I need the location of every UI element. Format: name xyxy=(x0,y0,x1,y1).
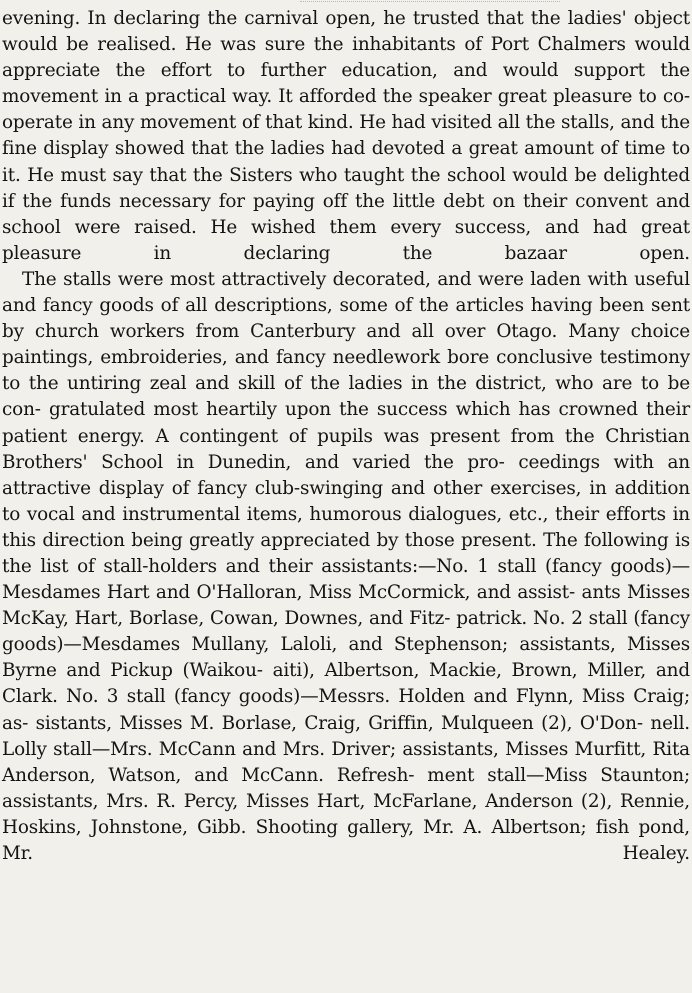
text-line: Hart, McFarlane, Anderson (2), Rennie, Hoskins, Johnstone, xyxy=(2,790,690,838)
text-line: gratulated most heartily upon the success which has crowned xyxy=(48,399,638,421)
text-line: ants Misses McKay, Hart, Borlase, Cowan, Downes, and Fitz- xyxy=(2,582,691,630)
text-line: and would support the movement in a practical way. It afforded xyxy=(2,60,690,108)
text-line: stall (fancy goods)—Messrs. Holden and Flynn, Miss Craig; as- xyxy=(2,686,691,734)
text-line: articles having been sent by church workers from Canterbury xyxy=(2,295,691,343)
text-line: that the ladies had devoted a great amount of time to it. He xyxy=(2,138,690,186)
text-line: and school were raised. He wished them every success, and had xyxy=(2,190,690,238)
text-line: the Christian Brothers' School in Dunedin, and varied the pro- xyxy=(2,425,690,473)
text-line: if the funds necessary for paying off the little debt on their convent xyxy=(2,190,648,212)
text-line: must say that the Sisters who taught the school would be delighted xyxy=(60,164,690,186)
text-line: kind. He had visited all the stalls, and the fine display showed xyxy=(2,112,690,160)
text-line: nell. Lolly stall—Mrs. McCann and Mrs. Driver; assistants, xyxy=(2,712,690,760)
text-line: Healey. xyxy=(622,843,690,864)
text-line: great pleasure in declaring the bazaar open. xyxy=(2,216,691,264)
paragraph-stalls xyxy=(2,267,690,867)
text-line: ceedings with an attractive display of fancy club-swinging and xyxy=(2,451,690,499)
text-line: greatly appreciated by those present. The following is the list xyxy=(2,529,691,577)
text-line: their patient energy. A contingent of pupils was present from xyxy=(2,399,690,447)
text-line: and all over Otago. Many choice paintings, embroideries, and xyxy=(2,321,691,369)
text-line: and Stephenson; assistants, Misses Byrne and Pickup (Waikou- xyxy=(2,634,691,682)
text-line: ladies' object would be realised. He was sure the inhabitants of xyxy=(2,8,690,56)
text-line: Mesdames Hart and O'Halloran, Miss McCormick, and assist- xyxy=(2,582,576,604)
print-speckle xyxy=(300,1,560,5)
text-line: patrick. No. 2 stall (fancy goods)—Mesdames Mullany, Laloli, xyxy=(2,608,690,656)
text-line: The stalls were most attractively decorated, and were laden xyxy=(22,268,581,290)
text-line: the speaker great pleasure to co-operate in any movement of that xyxy=(2,86,690,134)
text-line: sistants, Misses M. Borlase, Craig, Griffin, Mulqueen (2), O'Don- xyxy=(35,712,643,734)
text-line: other exercises, in addition to vocal and instrumental items, xyxy=(2,477,690,525)
text-line: Gibb. Shooting gallery, Mr. A. Albertson; fish pond, Mr. xyxy=(2,816,690,864)
text-line: and skill of the ladies in the district, who are to be con- xyxy=(2,373,690,421)
text-line: aiti), Albertson, Mackie, Brown, Miller, and Clark. No. 3 xyxy=(2,660,690,708)
text-line: of stall-holders and their assistants:—No. 1 stall (fancy goods)— xyxy=(77,555,690,577)
text-line: evening. In declaring the carnival open, he trusted that the xyxy=(2,8,561,29)
text-line: humorous dialogues, etc., their efforts in this direction being xyxy=(2,503,690,551)
text-line: Misses Murfitt, Rita Anderson, Watson, and McCann. Refresh- xyxy=(2,738,691,786)
text-line: fancy needlework bore conclusive testimony to the untiring zeal xyxy=(2,347,690,395)
text-line: with useful and fancy goods of all descriptions, some of the xyxy=(2,268,690,317)
text-line: ment stall—Miss Staunton; assistants, Mrs. R. Percy, Misses xyxy=(2,764,690,812)
text-line: Port Chalmers would appreciate the effort to further education, xyxy=(2,34,691,82)
paragraph-speech xyxy=(2,6,690,267)
